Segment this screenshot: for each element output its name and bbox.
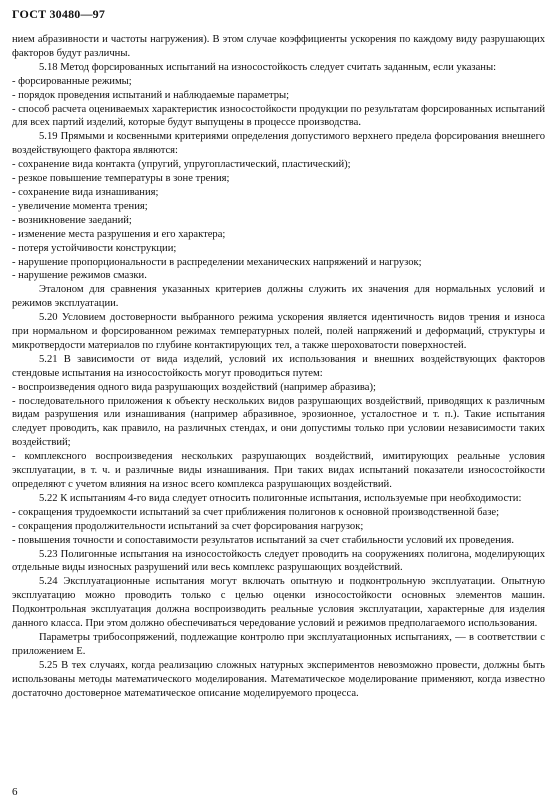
list-item: - сокращения продолжительности испытаний за счет форсирования нагрузок; [12,520,364,532]
list-item: - комплексного воспроизведения нескольких разрушающих воздействий, имитирующих реальные условия эксплуатации, в т. ч. и различные виды изнашивания. При таких видах испытаний показатели износостойкости определяют с учетом влияния на износ всего комплекса разрушающих воздействий. [12,451,545,490]
list-item: - нарушение пропорциональности в распределении механических напряжений и нагрузок; [12,256,422,268]
paragraph: Параметры трибосопряжений, подлежащие контролю при эксплуатационных испытаниях, — в соответствии с приложением Е. [12,631,545,657]
list-item: - воспроизведения одного вида разрушающих воздействий (например абразива); [12,381,376,393]
paragraph: нием абразивности и частоты нагружения). В этом случае коэффициенты ускорения по каждому виду разрушающих факторов будут различны. [12,34,545,59]
list-item: - сохранение вида изнашивания; [12,186,159,198]
list-item: - способ расчета оцениваемых характеристик износостойкости продукции по результатам форсированных испытаний для всех партий изделий, которые будут выпущены в процессе производства. [12,103,545,129]
list-item: - изменение места разрушения и его характера; [12,228,226,240]
standard-header: ГОСТ 30480—97 [12,7,106,21]
list-item: - повышения точности и сопоставимости результатов испытаний за счет стабильности условий их проведения. [12,534,514,546]
clause-5-18: 5.18 Метод форсированных испытаний на износостойкость следует считать заданным, если указаны: [39,61,497,73]
list-item: - сохранение вида контакта (упругий, упругопластический, пластический); [12,159,351,171]
list-item: - последовательного приложения к объекту нескольких видов разрушающих воздействий, приводящих к различным видам разрушения или изнашивания (например абразивное, эрозионное, усталостное и т. п.). Такие испытания следует проводить, как правило, на различных стендах, и они допустимы только при условии независимости таких воздействий; [12,395,545,449]
list-item: - нарушение режимов смазки. [12,270,147,282]
page-number: 6 [12,786,18,798]
clause-5-20: 5.20 Условием достоверности выбранного режима ускорения является идентичность видов трения и износа при нормальном и форсированном режимах температурных полей, полей напряжений и деформаций, структуры и микротвердости материалов по глубине контактирующих тел, а также шероховатости поверхностей. [12,312,545,351]
clause-5-22: 5.22 К испытаниям 4-го вида следует относить полигонные испытания, используемые при необходимости: [39,492,522,504]
list-item: - резкое повышение температуры в зоне трения; [12,173,230,185]
list-item: - форсированные режимы; [12,75,132,87]
clause-5-25: 5.25 В тех случаях, когда реализацию сложных натурных экспериментов невозможно провести, должны быть использованы методы математического моделирования. Математическое моделирование применяют, когда известно достаточно достоверное математическое описание моделируемого процесса. [12,659,545,699]
list-item: - потеря устойчивости конструкции; [12,242,177,254]
list-item: - порядок проведения испытаний и наблюдаемые параметры; [12,89,290,101]
clause-5-19: 5.19 Прямыми и косвенными критериями определения допустимого верхнего предела форсирования внешнего воздействующего фактора являются: [12,131,545,157]
list-item: - сокращения трудоемкости испытаний за счет приближения полигонов к основной производственной базе; [12,506,500,518]
clause-5-21: 5.21 В зависимости от вида изделий, условий их использования и внешних воздействующих факторов стендовые испытания на износостойкость могут проводиться путем: [12,353,545,379]
list-item: - увеличение момента трения; [12,200,148,212]
clause-5-23: 5.23 Полигонные испытания на износостойкость следует проводить на сооружениях полигона, моделирующих отдельные виды износных разрушений или весь комплекс разрушающих воздействий. [12,548,545,574]
list-item: - возникновение заеданий; [12,214,132,226]
document-body [12,33,545,701]
clause-5-24: 5.24 Эксплуатационные испытания могут включать опытную и подконтрольную эксплуатации. Опытную эксплуатацию можно проводить только с целью оценки износостойкости основных элементов машин. Подконтрольная эксплуатация должна воспроизводить реальные условия эксплуатации, характерные для изделия данного класса. При этом должно обеспечиваться чередование условий и режимов предполагаемого использования. [12,576,545,630]
paragraph: Эталоном для сравнения указанных критериев должны служить их значения для нормальных условий и режимов эксплуатации. [12,284,545,310]
